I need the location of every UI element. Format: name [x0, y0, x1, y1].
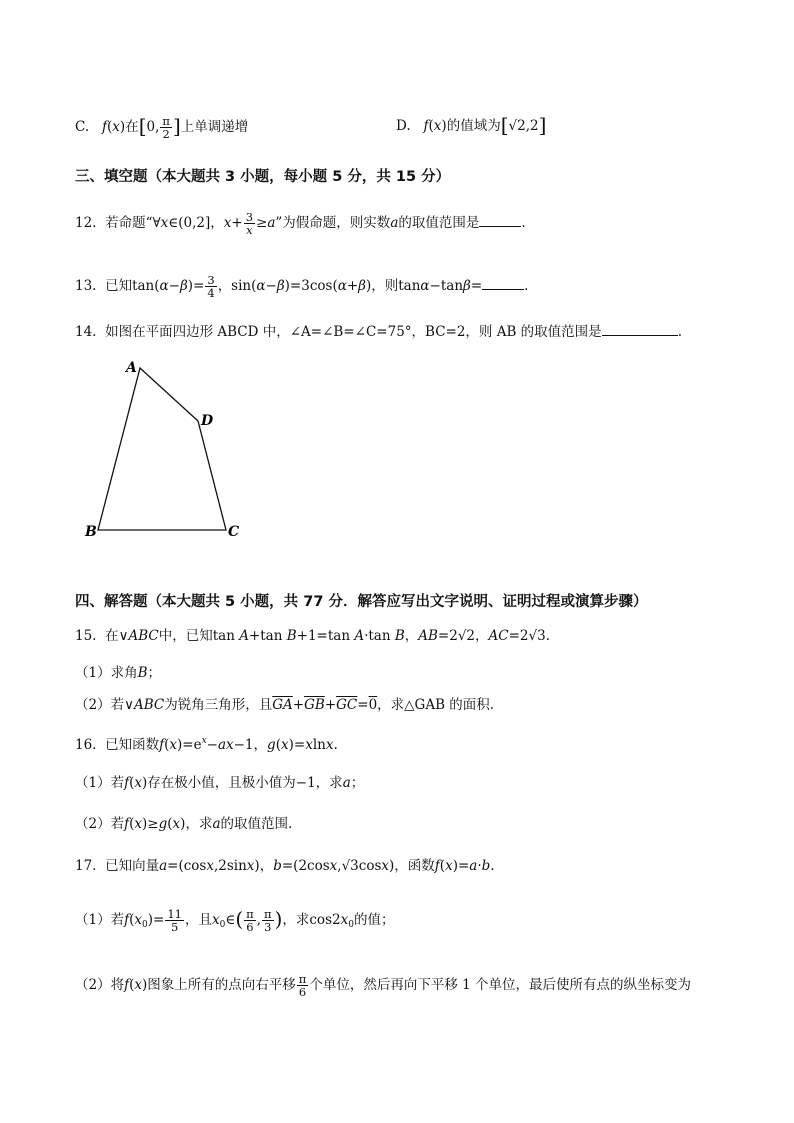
quadrilateral-abcd: [98, 368, 226, 530]
section-3-title: 三、填空题（本大题共 3 小题，每小题 5 分，共 15 分）: [75, 169, 451, 185]
q12-pre: 若命题“: [105, 215, 153, 231]
q15-p2-mid: 为锐角三角形，且: [164, 697, 273, 713]
option-c-text: 上单调递增: [180, 119, 249, 135]
q12-mid: ”为假命题，则实数: [275, 215, 391, 231]
vertex-label-d: D: [201, 413, 214, 429]
q15-p1-label: （1）: [75, 665, 111, 681]
option-d-text: 的值域为: [446, 118, 501, 134]
q17-part-2: （2）将f(x)图象上所有的点向右平移 $\frac{\pi}{6}$ 个单位，然后再向下平移 1 个单位，最后使所有点的纵坐标变为: [75, 972, 692, 999]
q16-p2-label: （2）: [75, 816, 111, 832]
q16-p1-post: ；: [350, 775, 365, 791]
q17-mid: ，函数: [394, 858, 435, 874]
question-15: 15. 在∨ABC中，已知tan A+tan B+1=tan A·tan B，AB=2√2，AC=2√3.: [75, 628, 550, 644]
option-d-label: D.: [396, 118, 411, 134]
q16-pre: 已知函数: [105, 737, 160, 753]
q16-part-1: （1）若f(x)存在极小值，且极小值为−1，求a；: [75, 775, 365, 791]
q15-pre: 在: [105, 628, 119, 644]
q15-p2-label: （2）: [75, 697, 111, 713]
q12-answer-blank[interactable]: [479, 212, 521, 227]
q17-p1-mid2: ，求: [282, 912, 310, 928]
q15-number: 15.: [75, 628, 97, 644]
q16-number: 16.: [75, 737, 97, 753]
q12-post: 的取值范围是: [398, 215, 480, 231]
q17-p1-label: （1）: [75, 912, 111, 928]
q17-pre: 已知向量: [105, 858, 160, 874]
q14-answer-blank[interactable]: [602, 321, 678, 336]
q15-part-1: （1）求角B；: [75, 665, 162, 681]
q15-p1-text: 求角: [110, 665, 138, 681]
q17-p2-post: 个单位，然后再向下平移 1 个单位，最后使所有点的纵坐标变为: [309, 977, 692, 993]
question-13: 13. 已知tan(α−β)= $\frac{3}{4}$ ，sin(α−β)=3cos(α+β)，则tanα−tanβ= .: [75, 273, 529, 300]
q13-answer-blank[interactable]: [482, 275, 524, 290]
q16-p2-mid: ，求: [185, 816, 213, 832]
question-17: 17. 已知向量a=(cosx,2sinx)，b=(2cosx,√3cosx)，函数f(x)=a·b.: [75, 858, 495, 874]
q13-pre: 已知: [105, 278, 133, 294]
option-c: C. f(x)在[0, $\frac{\pi}{2}$ ]上单调递增: [75, 114, 249, 141]
q14-number: 14.: [75, 324, 97, 340]
vertex-label-b: B: [85, 524, 97, 540]
q13-post: ，则: [371, 278, 399, 294]
q14-text: 如图在平面四边形 ABCD 中，∠A=∠B=∠C=75°，BC=2，则 AB 的取值范围是: [105, 324, 602, 340]
q15-mid: 中，已知: [158, 628, 213, 644]
q17-p2-label: （2）: [75, 977, 111, 993]
q16-p1-pre: 若: [110, 775, 125, 791]
vertex-label-c: C: [228, 524, 240, 540]
vertex-label-a: A: [126, 360, 137, 376]
q17-p1-pre: 若: [110, 912, 125, 928]
q15-p2-post: ，求△GAB 的面积.: [377, 697, 495, 713]
q17-p2-mid: 图象上所有的点向右平移: [147, 977, 296, 993]
option-c-label: C.: [75, 119, 90, 135]
question-14: 14. 如图在平面四边形 ABCD 中，∠A=∠B=∠C=75°，BC=2，则 AB 的取值范围是 .: [75, 321, 682, 342]
q16-part-2: （2）若f(x)≥g(x)，求a的取值范围.: [75, 816, 293, 832]
q15-part-2: （2）若∨ABC为锐角三角形，且$\overline{GA}+\overline{GB}+\overline{GC}=0$，求△GAB 的面积.: [75, 697, 495, 713]
q16-p2-post: 的取值范围.: [220, 816, 293, 832]
q15-p2-pre: 若: [110, 697, 125, 713]
q12-number: 12.: [75, 215, 97, 231]
option-d: D. f(x)的值域为[√2,2]: [396, 113, 547, 137]
q17-p1-mid: ，且: [184, 912, 212, 928]
section-4-title: 四、解答题（本大题共 5 小题，共 77 分．解答应写出文字说明、证明过程或演算步骤）: [75, 594, 648, 610]
question-12: 12. 若命题“∀x∈(0,2]，x+ $\frac{3}{x}$ ≥a”为假命题，则实数a的取值范围是 .: [75, 210, 526, 237]
quadrilateral-figure: [80, 355, 255, 545]
q17-part-1: （1）若$f(x_0)=$ $\frac{11}{5}$ ，且$x_0\in$( $\frac{\pi}{6}$ , $\frac{\pi}{3}$ )，求$\cos 2x_0$的值；: [75, 907, 395, 934]
q16-p1-label: （1）: [75, 775, 111, 791]
question-16: 16. 已知函数$f(x)=e^x-ax-1$，g(x)=xlnx.: [75, 736, 338, 753]
q16-p1-mid: 存在极小值，且极小值为−1，求: [147, 775, 343, 791]
q17-p1-post: 的值；: [353, 912, 395, 928]
q16-p2-pre: 若: [110, 816, 125, 832]
q13-number: 13.: [75, 278, 97, 294]
q17-number: 17.: [75, 858, 97, 874]
q17-p2-pre: 将: [110, 977, 125, 993]
